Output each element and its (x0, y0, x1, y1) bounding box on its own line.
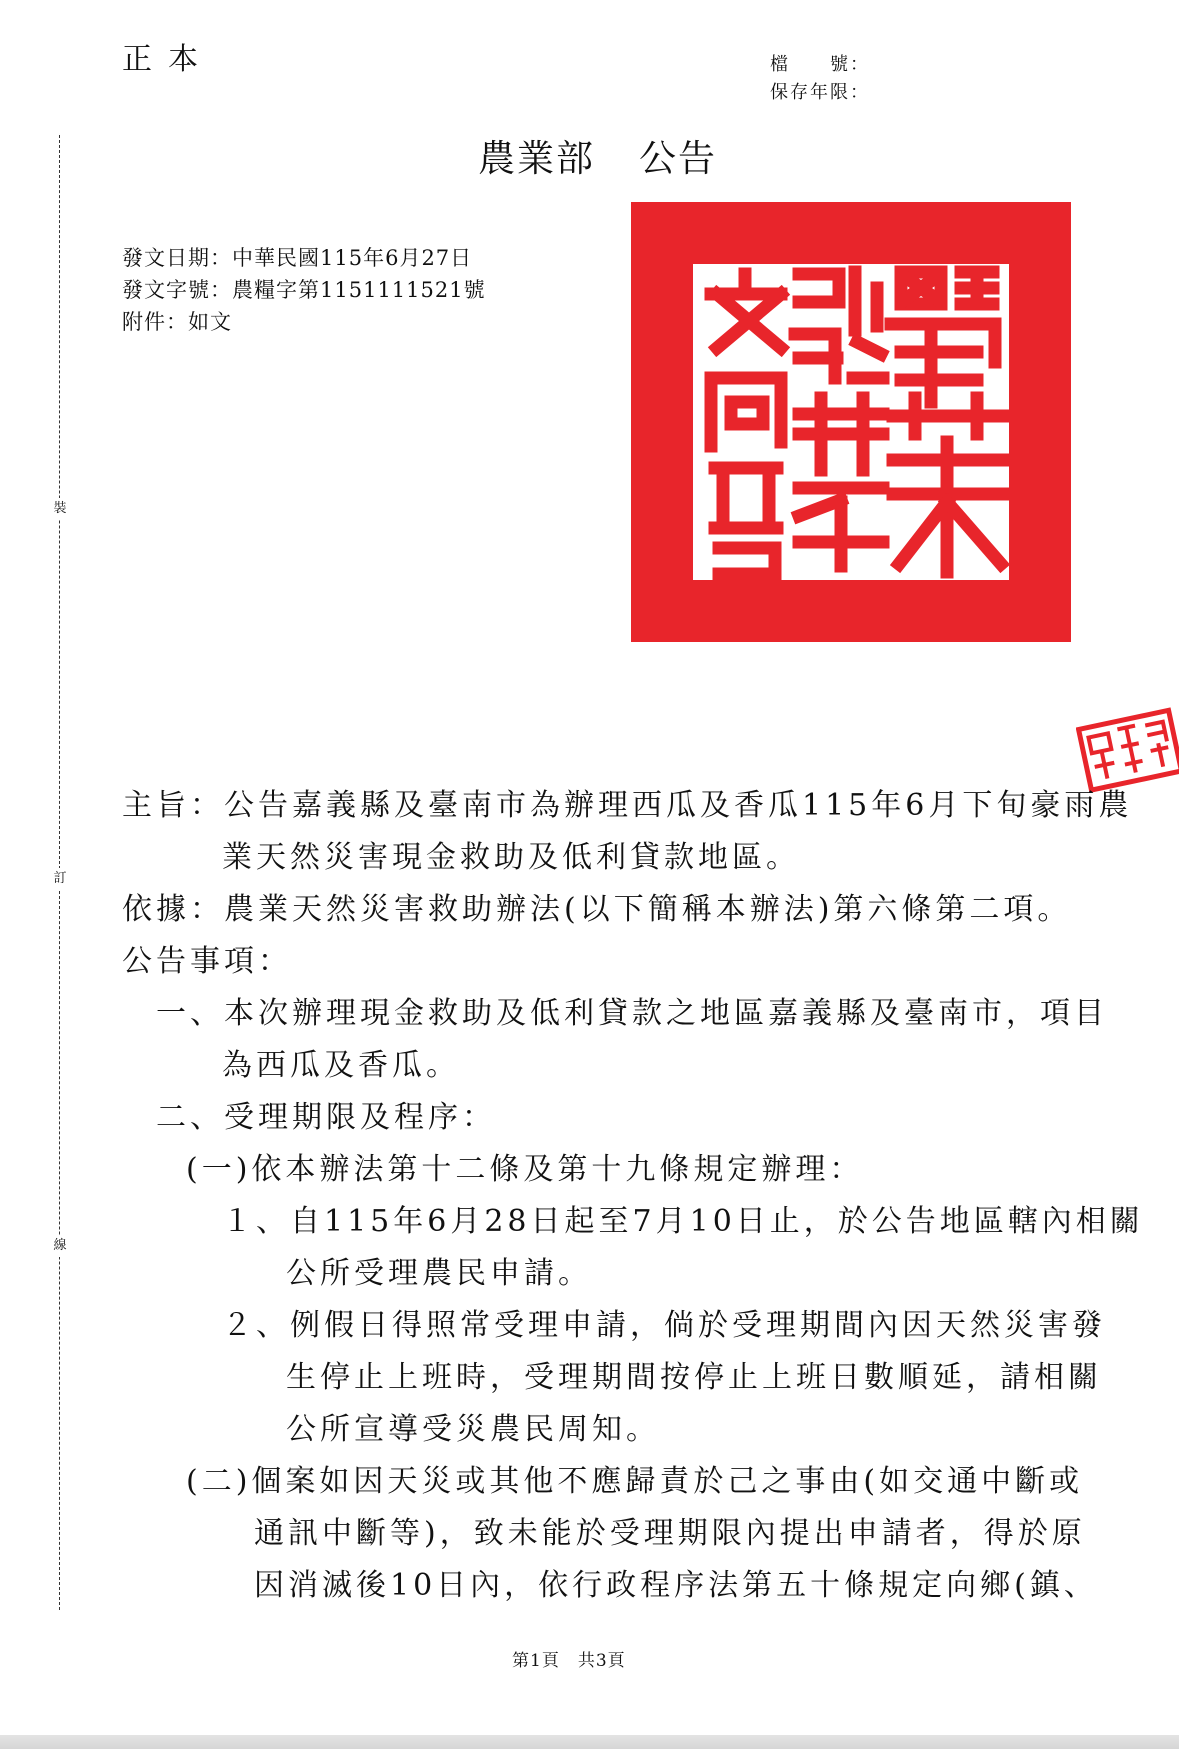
subitem-2-line-2: 通訊中斷等)，致未能於受理期限內提出申請者，得於原 (254, 1516, 1086, 1551)
item-1-line-1: 一、本次辦理現金救助及低利貸款之地區嘉義縣及臺南市，項目 (156, 996, 1108, 1031)
point-1-line-1: １、自115年6月28日起至7月10日止，於公告地區轄內相關 (222, 1204, 1144, 1239)
page-total: 共3頁 (577, 1651, 626, 1671)
agency-name: 農業部 (478, 137, 595, 180)
subitem-1-heading: (一)依本辦法第十二條及第十九條規定辦理： (186, 1152, 864, 1187)
item-2-heading: 二、受理期限及程序： (156, 1100, 496, 1135)
agency-seal-icon (631, 202, 1071, 642)
item-1-line-2: 為西瓜及香瓜。 (222, 1048, 460, 1083)
issue-date: 發文日期：中華民國115年6月27日 (122, 246, 473, 270)
binding-mark-ding: 訂 (49, 868, 71, 890)
page-current: 第1頁 (512, 1651, 560, 1671)
legal-basis-line: 依據：農業天然災害救助辦法(以下簡稱本辦法)第六條第二項。 (122, 892, 1072, 927)
copy-label: 正本 (122, 42, 214, 77)
document-title (478, 128, 717, 182)
subject-line-2: 業天然災害現金救助及低利貸款地區。 (222, 840, 800, 875)
point-1-line-2: 公所受理農民申請。 (286, 1256, 592, 1291)
binding-mark-xian: 線 (49, 1235, 71, 1257)
point-2-line-3: 公所宣導受災農民周知。 (286, 1412, 660, 1447)
attachment-note: 附件：如文 (122, 310, 232, 334)
subitem-2-line-1: (二)個案如因天災或其他不應歸責於己之事由(如交通中斷或 (186, 1464, 1084, 1499)
announcement-items-heading: 公告事項： (122, 944, 292, 979)
file-number-label: 檔 號： (770, 54, 870, 75)
document-number: 發文字號：農糧字第1151111521號 (122, 278, 486, 302)
point-2-line-1: ２、例假日得照常受理申請，倘於受理期間內因天然災害發 (222, 1308, 1106, 1343)
page-footer (512, 1646, 626, 1671)
viewer-bottom-edge (0, 1735, 1179, 1749)
subitem-2-line-3: 因消滅後10日內，依行政程序法第五十條規定向鄉(鎮、 (254, 1568, 1098, 1603)
binding-mark-zhuang: 裝 (49, 498, 71, 520)
document-type: 公告 (639, 137, 717, 180)
point-2-line-2: 生停止上班時，受理期間按停止上班日數順延，請相關 (286, 1360, 1102, 1395)
subject-line-1: 主旨：公告嘉義縣及臺南市為辦理西瓜及香瓜115年6月下旬豪雨農 (122, 788, 1133, 823)
retention-period-label: 保存年限： (770, 82, 870, 103)
